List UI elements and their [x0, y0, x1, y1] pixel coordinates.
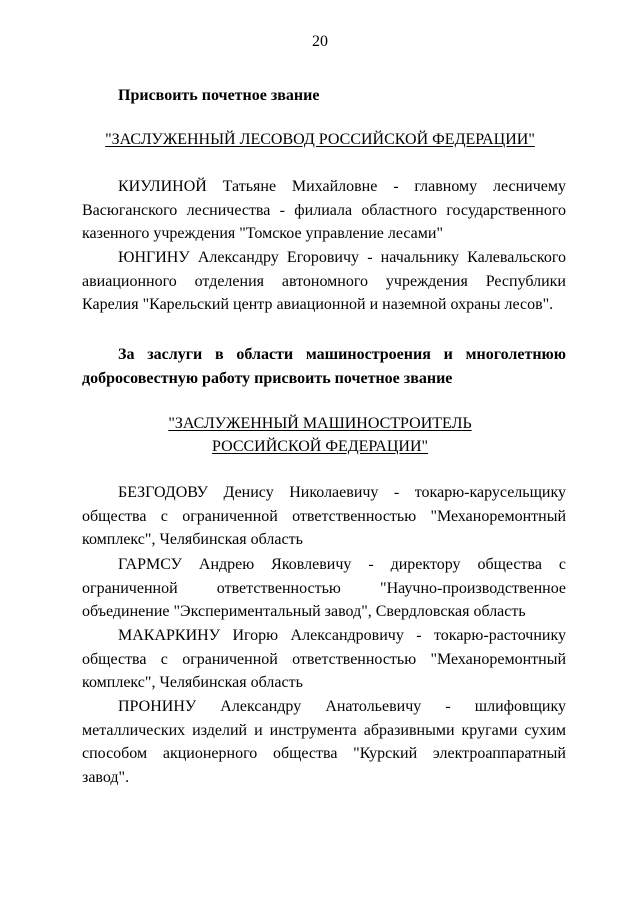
recipient-garms: ГАРМСУ Андрею Яковлевичу - директору общества с ограниченной ответственностью "Научно-производственное объединение "Экспериментальный завод", Свердловская область — [82, 556, 566, 621]
page-number: 20 — [312, 33, 328, 50]
award-title-forester: "ЗАСЛУЖЕННЫЙ ЛЕСОВОД РОССИЙСКОЙ ФЕДЕРАЦИИ" — [105, 131, 535, 148]
award-title-machine-builder-line1: "ЗАСЛУЖЕННЫЙ МАШИНОСТРОИТЕЛЬ — [168, 415, 472, 432]
recipient-kiulina: КИУЛИНОЙ Татьяне Михайловне - главному лесничему Васюганского лесничества - филиала областного государственного казенного учреждения "Томское управление лесами" — [82, 178, 566, 243]
award-intro-machine-builder: За заслуги в области машиностроения и многолетнюю добросовестную работу присвоить почетное звание — [82, 346, 566, 387]
recipient-makarkin: МАКАРКИНУ Игорю Александровичу - токарю-расточнику общества с ограниченной ответственностью "Механоремонтный комплекс", Челябинская область — [82, 627, 566, 692]
recipient-yungin: ЮНГИНУ Александру Егоровичу - начальнику Калевальского авиационного отделения автономного учреждения Республики Карелия "Карельский центр авиационной и наземной охраны лесов". — [82, 249, 566, 314]
award-title-machine-builder-line2: РОССИЙСКОЙ ФЕДЕРАЦИИ" — [211, 438, 429, 455]
recipient-pronin: ПРОНИНУ Александру Анатольевичу - шлифовщику металлических изделий и инструмента абразивными кругами сухим способом акционерного общества "Курский электроаппаратный завод". — [82, 698, 566, 787]
recipient-bezgodov: БЕЗГОДОВУ Денису Николаевичу - токарю-карусельщику общества с ограниченной ответственностью "Механоремонтный комплекс", Челябинская область — [82, 484, 566, 549]
award-intro-forester: Присвоить почетное звание — [118, 87, 320, 104]
